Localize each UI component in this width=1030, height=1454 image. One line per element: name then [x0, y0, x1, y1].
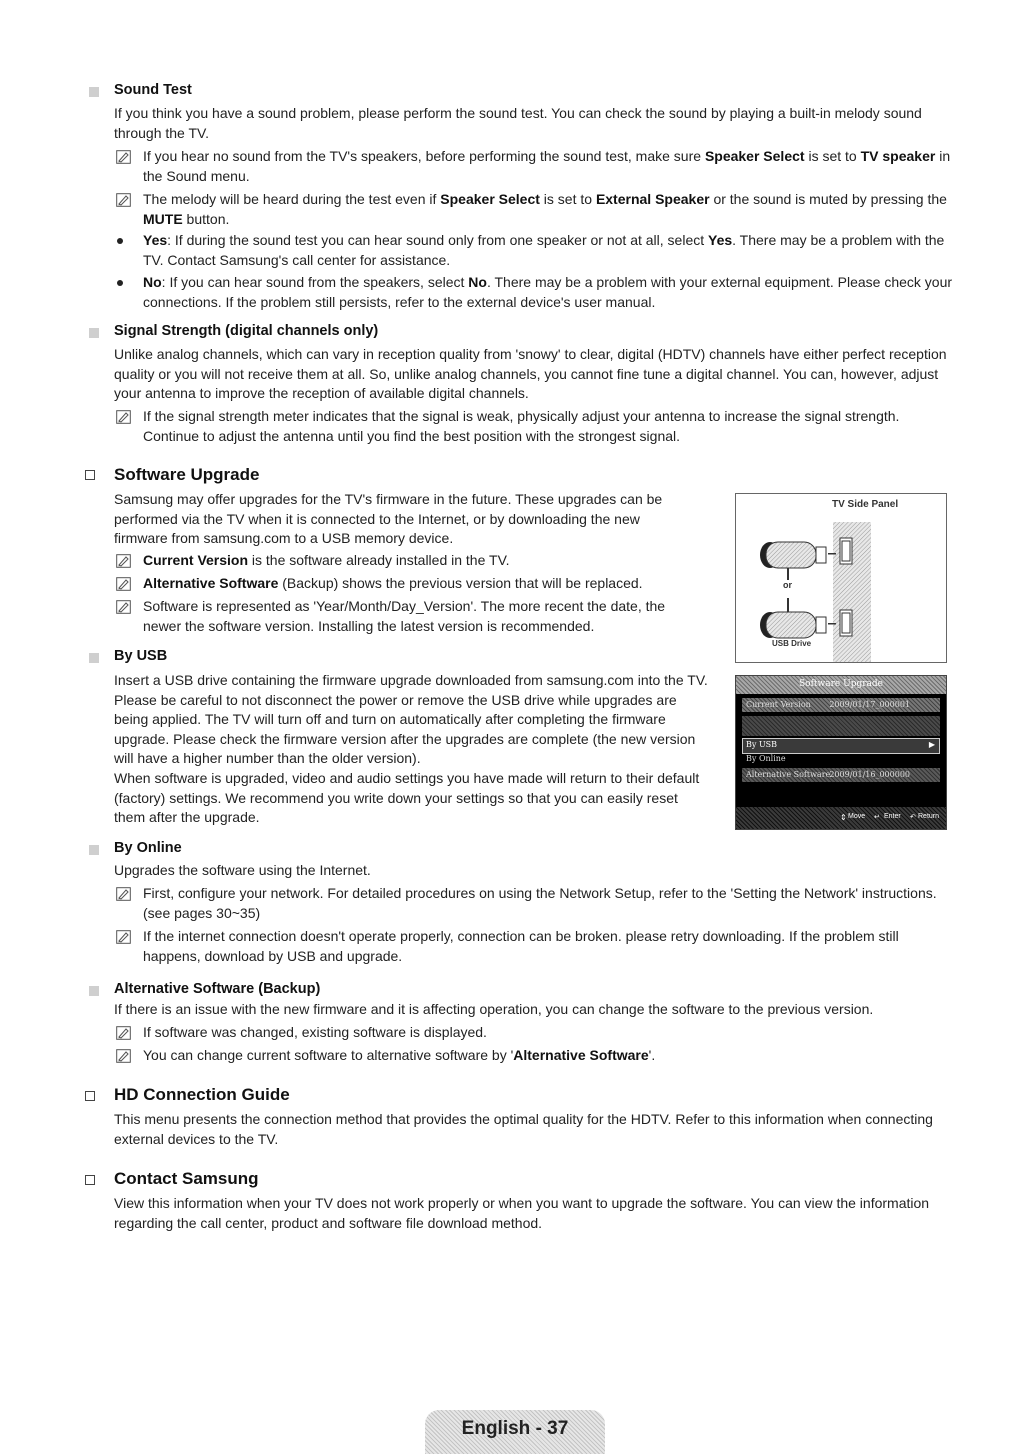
osd-current-version-row — [742, 698, 940, 712]
note-icon — [116, 1049, 131, 1063]
sound-test-paragraph: If you think you have a sound problem, please perform the sound test. You can check the sound by playing a built-in melody sound through the TV. — [114, 105, 922, 141]
by-online-note-2: If the internet connection doesn't operate properly, connection can be broken. please retry downloading. If the problem still happens, download by USB and upgrade. — [143, 928, 899, 964]
note-icon — [116, 600, 131, 614]
section-marker — [85, 470, 95, 480]
usb-drive-label: USB Drive — [772, 639, 812, 648]
osd-alt-label: Alternative Software — [746, 770, 831, 779]
osd-alt-value: 2009/01/16_000000 — [829, 770, 910, 779]
software-upgrade-paragraph: Samsung may offer upgrades for the TV's firmware in the future. These upgrades can be performed via the TV when it is connected to the Internet, or by downloading the new firmware from samsung.com to a USB memory device. — [114, 491, 663, 546]
subsection-marker — [89, 845, 99, 855]
signal-strength-note: If the signal strength meter indicates that the signal is weak, physically adjust your antenna to increase the signal strength. Continue to adjust the antenna until you find the best position with the strongest signal. — [143, 408, 900, 444]
note-icon — [116, 150, 131, 164]
page-number-label: English - 37 — [461, 1418, 569, 1439]
osd-current-label: Current Version — [746, 700, 811, 709]
note-icon — [116, 410, 131, 424]
or-label: or — [783, 580, 792, 590]
osd-by-usb-item[interactable] — [742, 738, 940, 754]
alt-software-note-2: You can change current software to alternative software by 'Alternative Software'. — [143, 1047, 656, 1063]
alt-software-title: Alternative Software (Backup) — [114, 981, 321, 997]
osd-enter-label: Enter — [884, 813, 901, 820]
note-icon — [116, 193, 131, 207]
signal-strength-paragraph: Unlike analog channels, which can vary in reception quality from 'snowy' to clear, digital (HDTV) channels have either perfect reception quality or you will not receive them at all. So, unlike analog channels, you cannot fine tune a digital channel. You can, however, adjust your antenna to improve the reception of available digital channels. — [114, 346, 947, 401]
subsection-marker — [89, 986, 99, 996]
software-upgrade-title: Software Upgrade — [114, 465, 260, 484]
alt-software-paragraph: If there is an issue with the new firmware and it is affecting operation, you can change the software to the previous version. — [114, 1001, 874, 1017]
tv-side-panel-label: TV Side Panel — [832, 499, 899, 510]
signal-strength-title: Signal Strength (digital channels only) — [114, 323, 379, 339]
osd-return-label: Return — [918, 813, 940, 820]
move-icon: ⇕ — [840, 813, 847, 822]
software-upgrade-osd — [735, 675, 947, 830]
arrow-right-icon: ▶ — [928, 740, 935, 749]
osd-footer — [736, 807, 946, 829]
by-usb-title: By USB — [114, 648, 168, 664]
sound-test-no: No: If you can hear sound from the speakers, select No. There may be a problem with your external equipment. Please check your connections. If the problem still persists, refer to the external device's user manual. — [143, 274, 953, 310]
by-usb-paragraph-2: When software is upgraded, video and audio settings you have made will return to their default (factory) settings. We recommend you write down your settings so that you can easily reset them after the upgrade. — [114, 770, 700, 825]
tv-side-panel-figure — [735, 493, 947, 663]
section-marker — [85, 1091, 95, 1101]
sound-test-note-1: If you hear no sound from the TV's speakers, before performing the sound test, make sure Speaker Select is set to TV speaker in the Sound menu. — [143, 148, 951, 184]
hd-guide-title: HD Connection Guide — [114, 1085, 290, 1104]
note-icon — [116, 1026, 131, 1040]
osd-current-value: 2009/01/17_000001 — [829, 700, 910, 709]
section-marker — [85, 1175, 95, 1185]
software-upgrade-note-2: Alternative Software (Backup) shows the previous version that will be replaced. — [143, 575, 643, 591]
enter-icon: ↵ — [874, 814, 880, 821]
note-icon — [116, 577, 131, 591]
by-online-note-1: First, configure your network. For detailed procedures on using the Network Setup, refer to the 'Setting the Network' instructions. (see pages 30~35) — [143, 885, 937, 921]
by-usb-paragraph-1: Insert a USB drive containing the firmware upgrade downloaded from samsung.com into the TV. Please be careful to not disconnect the power or remove the USB drive while upgrades are being applied. The TV will turn off and turn on automatically after completing the firmware upgrade. Please check the firmware version after the upgrades are complete (the new version will have a higher number than the older version). — [114, 672, 708, 766]
osd-alt-software-row — [742, 768, 940, 782]
osd-by-online-item[interactable] — [742, 753, 940, 767]
note-icon — [116, 930, 131, 944]
note-icon — [116, 887, 131, 901]
sound-test-yes: Yes: If during the sound test you can hear sound only from one speaker or not at all, select Yes. There may be a problem with the TV. Contact Samsung's call center for assistance. — [143, 232, 945, 268]
subsection-marker — [89, 87, 99, 97]
bullet — [117, 238, 123, 244]
return-icon: ↶ — [910, 814, 916, 821]
osd-by-online-label: By Online — [746, 754, 786, 763]
hd-guide-paragraph: This menu presents the connection method that provides the optimal quality for the HDTV. Refer to this information when connecting external devices to the TV. — [114, 1111, 933, 1147]
page-number-tab — [425, 1410, 605, 1454]
software-upgrade-note-1: Current Version is the software already installed in the TV. — [143, 552, 510, 568]
osd-title: Software Upgrade — [799, 679, 883, 689]
subsection-marker — [89, 328, 99, 338]
osd-move-label: Move — [848, 813, 866, 820]
note-icon — [116, 554, 131, 568]
software-upgrade-note-3: Software is represented as 'Year/Month/Day_Version'. The more recent the date, the newer the software version. Installing the latest version is recommended. — [143, 598, 666, 634]
sound-test-title: Sound Test — [114, 82, 192, 98]
alt-software-note-1: If software was changed, existing software is displayed. — [143, 1024, 487, 1040]
sound-test-note-2: The melody will be heard during the test even if Speaker Select is set to External Speaker or the sound is muted by pressing the MUTE button. — [143, 191, 947, 227]
usb-connection-diagram — [736, 494, 946, 662]
contact-title: Contact Samsung — [114, 1169, 259, 1188]
osd-spacer — [742, 716, 940, 736]
by-online-paragraph: Upgrades the software using the Internet. — [114, 862, 371, 878]
subsection-marker — [89, 653, 99, 663]
bullet — [117, 280, 123, 286]
by-online-title: By Online — [114, 840, 182, 856]
osd-by-usb-label: By USB — [746, 740, 778, 749]
contact-paragraph: View this information when your TV does not work properly or when you want to upgrade the software. You can view the information regarding the call center, product and software file download method. — [114, 1195, 930, 1231]
